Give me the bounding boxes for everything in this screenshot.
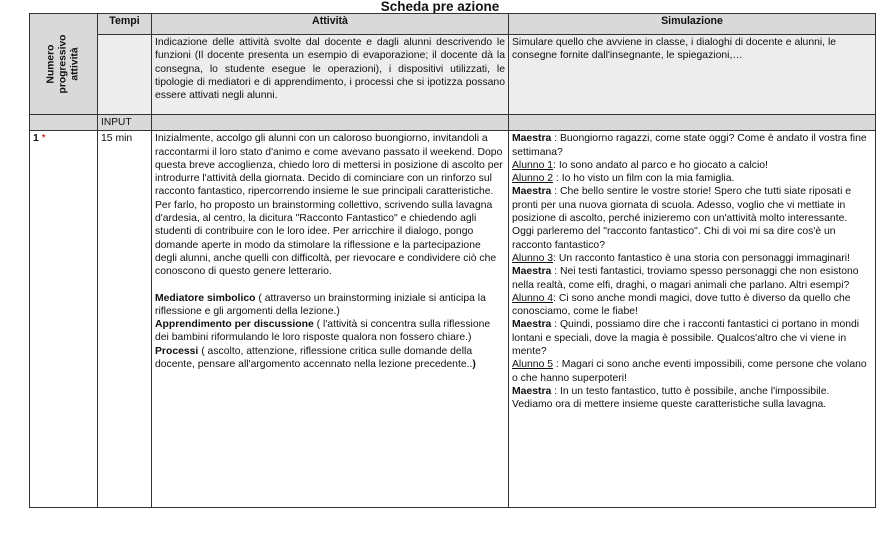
dialogue-speaker: Alunno 4	[512, 292, 554, 304]
dialogue-line	[512, 185, 872, 251]
dialogue-separator: :	[551, 186, 560, 198]
dialogue-text: Io sono andato al parco e ho giocato a calcio!	[558, 159, 768, 171]
header-numero-label: Numero progressivo attività	[45, 34, 81, 94]
note-mediatore	[155, 292, 505, 319]
activity-number-cell	[30, 131, 98, 508]
input-row-attivita-cell	[152, 115, 509, 131]
dialogue-separator: :	[551, 385, 560, 397]
dialogue-speaker: Maestra	[512, 133, 552, 145]
dialogue-speaker: Maestra	[512, 266, 552, 278]
dialogue-separator: :	[553, 252, 559, 264]
input-row	[30, 115, 876, 131]
note-text: ( l'attività si concentra sulla riflessione dei bambini riformulando le loro risposte qualora non fossero chiare.)	[155, 319, 491, 344]
dialogue-text: Io ho visto un film con la mia famiglia.	[561, 173, 735, 185]
dialogue-separator: :	[553, 173, 562, 185]
dialogue-separator: :	[551, 266, 560, 278]
dialogue-text: Quindi, possiamo dire che i racconti fantastici ci portano in mondi lontani e speciali, dove la magia è possibile. Qualcos'altro che vi viene in mente?	[512, 319, 860, 358]
input-label: INPUT	[98, 115, 152, 131]
dialogue-line	[512, 159, 872, 172]
dialogue-text: Un racconto fantastico è una storia con personaggi immaginari!	[558, 252, 850, 264]
dialogue-separator: :	[553, 159, 559, 171]
note-label: Apprendimento per discussione	[155, 319, 314, 331]
page-title: Scheda pre azione	[380, 0, 500, 14]
dialogue-text: Nei testi fantastici, troviamo spesso personaggi che non esistono nella realtà, come elfi, draghi, o magari animali che parlano. Altri esempi?	[512, 266, 859, 291]
description-attivita: Indicazione delle attività svolte dal docente e dagli alunni descrivendo le funzioni (Il docente presenta un esempio di evaporazione; il docente dà la consegna, lo studente esegue le operazioni), i dispositivi utilizzati, le tipologie di mediatori e di apprendimento, i processi che si ipotizza possano essere attivati negli alunni.	[152, 35, 509, 115]
dialogue-speaker: Maestra	[512, 186, 552, 198]
dialogue-line	[512, 358, 872, 385]
dialogue-separator: :	[551, 319, 560, 331]
dialogue-speaker: Alunno 2	[512, 173, 554, 185]
note-text: ( attraverso un brainstorming iniziale si anticipa la riflessione e gli argomenti della lezione.)	[155, 292, 486, 317]
header-tempi: Tempi	[98, 14, 152, 35]
dialogue-line	[512, 252, 872, 265]
required-star: *	[41, 133, 46, 145]
note-label: Processi	[155, 345, 199, 357]
dialogue-line	[512, 172, 872, 185]
activity-description-cell	[152, 131, 509, 508]
dialogue-speaker: Alunno 1	[512, 159, 554, 171]
note-processi	[155, 345, 505, 372]
activity-paragraph: Inizialmente, accolgo gli alunni con un caloroso buongiorno, invitandoli a raccontarmi il loro stato d'animo e come avevano passato il weekend. Dopo questa breve accoglienza, chiedo loro di mettersi in posizione di ascolto per introdurre l'attività della giornata. Decido di cominciare con un rinforzo sul racconto fantastico, ripercorrendo insieme le sue principali caratteristiche. Per farlo, ho proposto un brainstorming collettivo, scrivendo sulla lavagna d'ardesia, al centro, la dicitura "Racconto Fantastico" e chiedendo agli studenti di contribuire con le loro idee. Per arricchire il dialogo, pongo domande aperte in modo da stimolare la riflessione e la partecipazione degli alunni, anche quelli con difficoltà, per rievocare e condividere ciò che conoscono di questo genere letterario.	[155, 133, 503, 278]
dialogue-text: Buongiorno ragazzi, come state oggi? Come è andato il vostra fine settimana?	[512, 133, 867, 158]
header-numero-progressivo	[30, 14, 98, 115]
dialogue-line	[512, 292, 872, 319]
description-tempi-cell	[98, 35, 152, 115]
input-row-simulazione-cell	[509, 115, 876, 131]
note-end: )	[472, 359, 476, 371]
dialogue-text: Magari ci sono anche eventi impossibili, come persone che volano o che hanno superpoteri!	[512, 359, 867, 384]
dialogue-text: Che bello sentire le vostre storie! Spero che tutti siate riposati e pronti per una nuova giornata di scuola. Adesso, voglio che vi mettiate in posizione di ascolto, perché inizieremo con un'attività molto interessante. Oggi parleremo del "racconto fantastico". Chi di voi mi sa dire cos'è un racconto fantastico?	[512, 186, 852, 251]
header-simulazione: Simulazione	[509, 14, 876, 35]
dialogue-text: In un testo fantastico, tutto è possibile, anche l'impossibile. Vediamo ora di mettere insieme queste caratteristiche sulla lavagna.	[512, 385, 830, 411]
activity-number: 1	[33, 133, 39, 145]
dialogue-separator: :	[553, 359, 562, 371]
note-label: Mediatore simbolico	[155, 292, 256, 304]
input-row-number-cell	[30, 115, 98, 131]
activity-time: 15 min	[98, 131, 152, 508]
header-attivita: Attività	[152, 14, 509, 35]
note-apprendimento	[155, 318, 505, 345]
dialogue-line	[512, 318, 872, 358]
dialogue-separator: :	[553, 292, 559, 304]
activity-row-1	[30, 131, 876, 508]
note-text: ( ascolto, attenzione, riflessione critica sulle domande della docente, pensare all'argomento accennato nella lezione precedente..	[155, 345, 473, 371]
dialogue-separator: :	[551, 133, 560, 145]
simulation-dialogue-cell	[509, 131, 876, 508]
dialogue-speaker: Alunno 3	[512, 252, 554, 264]
dialogue-line	[512, 132, 872, 159]
description-row	[30, 35, 876, 115]
dialogue-line	[512, 265, 872, 292]
dialogue-line	[512, 385, 872, 412]
dialogue-speaker: Maestra	[512, 385, 552, 397]
dialogue-text: Ci sono anche mondi magici, dove tutto è diverso da quello che conosciamo, come le fiabe!	[512, 292, 851, 318]
dialogue	[512, 132, 872, 411]
dialogue-speaker: Alunno 5	[512, 359, 554, 371]
table-header-row	[30, 14, 876, 35]
dialogue-speaker: Maestra	[512, 319, 552, 331]
description-simulazione: Simulare quello che avviene in classe, i dialoghi di docente e alunni, le consegne fornite dall'insegnante, le spiegazioni,…	[509, 35, 876, 115]
activity-table	[29, 13, 876, 508]
